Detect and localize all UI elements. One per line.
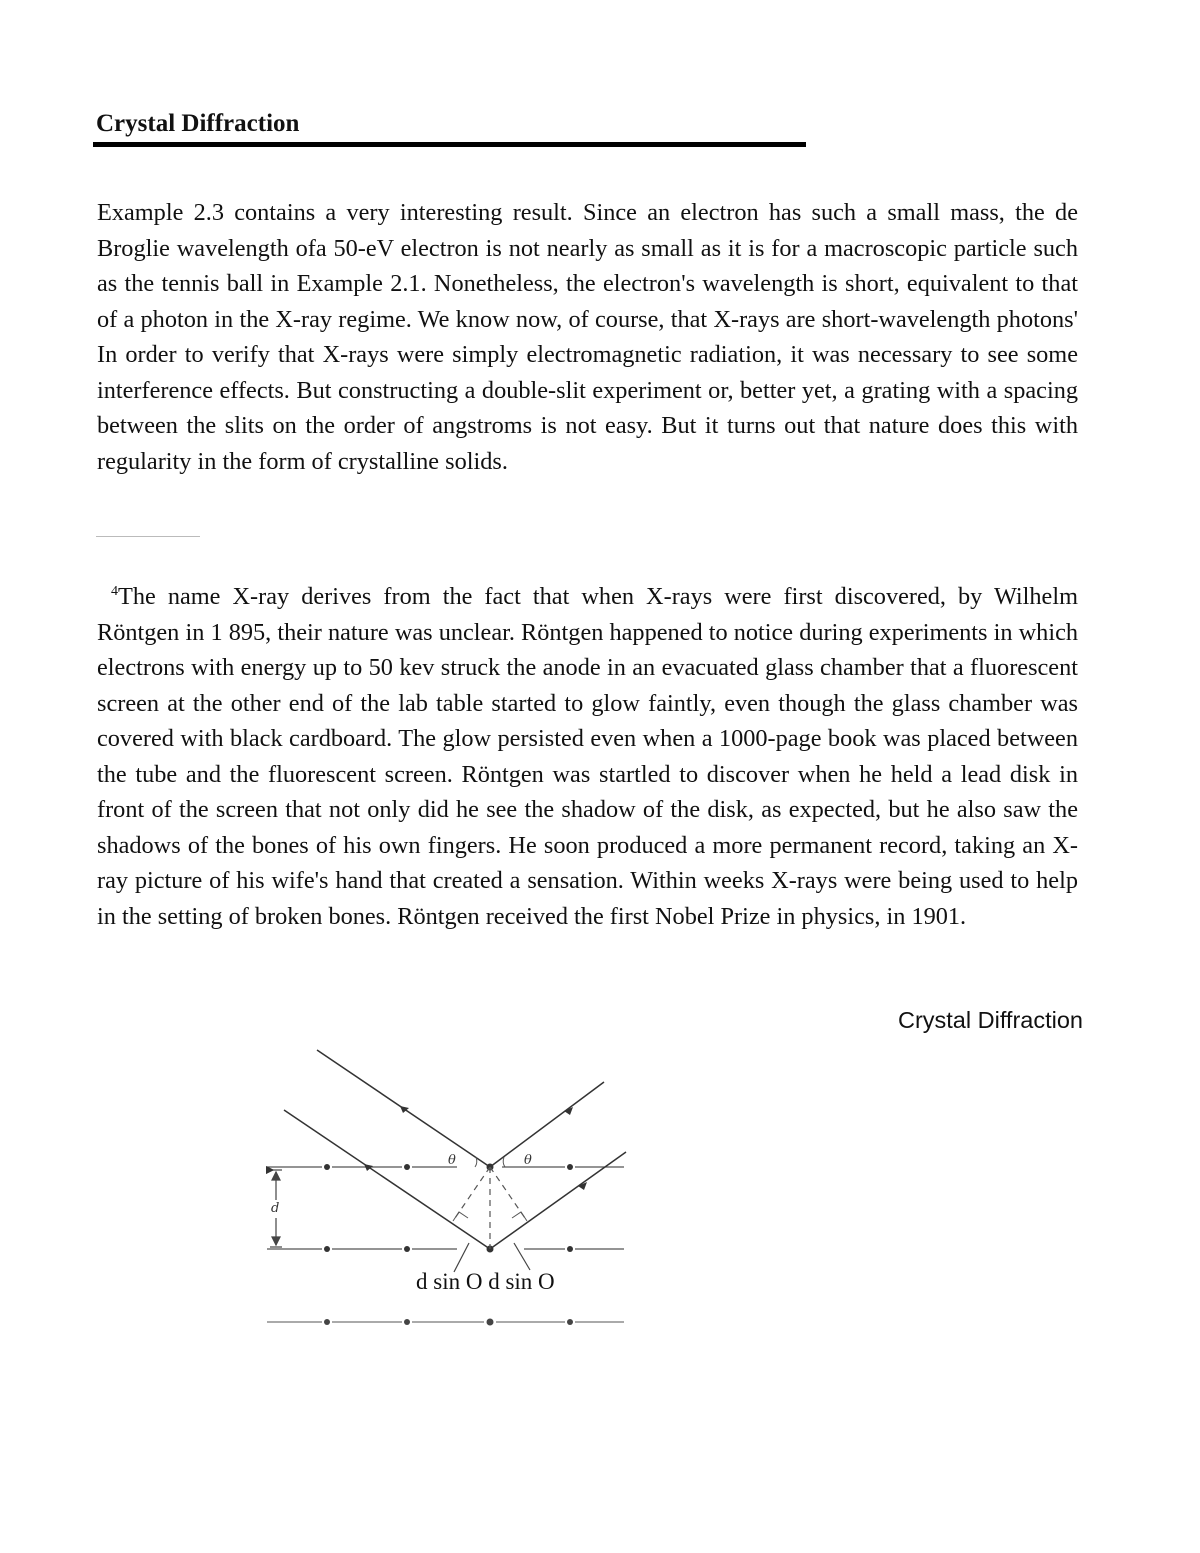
page-title: Crystal Diffraction bbox=[96, 110, 300, 137]
footnote-marker: 4 bbox=[111, 584, 118, 599]
spacing-label: d bbox=[271, 1201, 280, 1216]
theta-left-label: θ bbox=[448, 1153, 456, 1168]
footnote-paragraph bbox=[97, 579, 1078, 934]
figure-caption: Crystal Diffraction bbox=[897, 1007, 1083, 1033]
footnote-separator bbox=[96, 536, 200, 537]
theta-right-label: θ bbox=[524, 1153, 532, 1168]
body-paragraph: Example 2.3 contains a very interesting result. Since an electron has such a small mass, the de Broglie wavelength ofa 50-eV electron is not nearly as small as it is for a macroscopic particle such as the tennis ball in Example 2.1. Nonetheless, the electron's wavelength is short, equivalent to that of a photon in the X-ray regime. We know now, of course, that X-rays are short-wavelength photons' In order to verify that X-rays were simply electromagnetic radiation, it was necessary to see some interference effects. But constructing a double-slit experiment or, better yet, a grating with a spacing between the slits on the order of angstroms is not easy. But it turns out that nature does this with regularity in the form of crystalline solids. bbox=[97, 199, 1078, 475]
footnote-text: The name X-ray derives from the fact that when X-rays were first discovered, by Wilhelm Röntgen in 1 895, their nature was unclear. Röntgen happened to notice during experiments in which electrons with energy up to 50 kev struck the anode in an evacuated glass chamber that a fluorescent screen at the other end of the lab table started to glow faintly, even though the glass chamber was covered with black cardboard. The glow persisted even when a 1000-page book was placed between the tube and the fluorescent screen. Röntgen was startled to discover when he held a lead disk in front of the screen that not only did he see the shadow of the disk, as expected, but he also saw the shadows of the bones of his own fingers. He soon produced a more permanent record, taking an X-ray picture of his wife's hand that created a sensation. Within weeks X-rays were being used to help in the setting of broken bones. Röntgen received the first Nobel Prize in physics, in 1901. bbox=[97, 583, 1078, 930]
incident-ray-lower bbox=[284, 1110, 490, 1249]
reflected-ray-upper bbox=[490, 1082, 604, 1167]
path-difference-label: d sin O d sin O bbox=[416, 1269, 555, 1294]
construction-lines bbox=[453, 1167, 527, 1249]
bragg-diffraction-diagram bbox=[262, 1044, 642, 1334]
title-underline bbox=[93, 142, 806, 147]
diagram-svg bbox=[262, 1044, 642, 1334]
